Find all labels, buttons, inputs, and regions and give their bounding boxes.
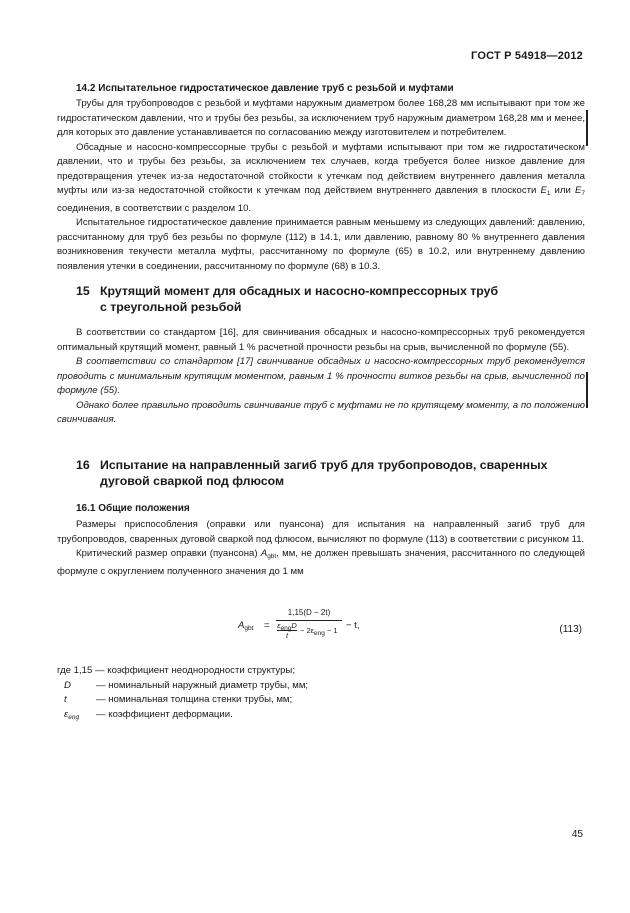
section-16-body — [57, 518, 585, 579]
legend-item: t — номинальная толщина стенки трубы, мм; — [64, 694, 293, 705]
paragraph: В соответствии со стандартом [17] свинчивание обсадных и насосно-компрессорных труб рекомендуется проводить с минимальным крутящим моментом, равным 1 % прочности витков резьбы на срыв, вычисленной по формуле (55). — [57, 356, 585, 396]
section-14-2-body — [57, 97, 585, 274]
section-15-title: 15 Крутящий момент для обсадных и насосно-компрессорных труб с треугольной резьбой — [76, 284, 499, 314]
formula-113: $A_{gbt}$ = 1,15(D − 2t) $\varepsilon_{eng}D$ t − $2\varepsilon_{eng} - 1$ − t, — [238, 608, 360, 640]
change-bar — [586, 372, 588, 408]
legend-item: $\varepsilon_{eng}$ — коэффициент деформации. — [64, 708, 233, 721]
legend-item: D — номинальный наружный диаметр трубы, мм; — [64, 679, 309, 691]
change-bar — [586, 110, 588, 146]
paragraph: Размеры приспособления (оправки или пуансона) для испытания на направленный загиб труб для трубопроводов, сваренных дуговой сваркой под флюсом, вычисляют по формуле (113) в соответствии с рисунком 11. — [57, 519, 585, 545]
paragraph: Критический размер оправки (пуансона) $A_{gbt}$, мм, не должен превышать значения, рассчитанного по следующей формуле с округлением полученного значения до 1 мм — [57, 548, 585, 577]
paragraph: Испытательное гидростатическое давление принимается равным меньшему из следующих давлений: давлению, рассчитанному для труб без резьбы по формуле (112) в 14.1, или давлению, равному 80 % внутреннего давления возникновения текучести металла муфты, рассчитанному по формуле (65) в 10.2, или внутреннему давлению появления утечки в соединении, рассчитанному по формуле (68) в 10.3. — [57, 217, 585, 272]
document-header: ГОСТ Р 54918—2012 — [471, 50, 583, 62]
paragraph: Обсадные и насосно-компрессорные трубы с резьбой и муфтами испытывают при том же гидростатическом давлении, что и трубы без резьбы, за исключением тех случаев, когда требуется более низкое давление для предотвращения утечек из-за недостаточной стойкости к утечкам под действием внутреннего давления металла муфты или из-за недостаточной стойкости к утечкам под действием внутреннего давления в плоскости $E_1$ или $E_7$ соединения, в соответствии с разделом 10. — [57, 141, 585, 214]
paragraph: Трубы для трубопроводов с резьбой и муфтами наружным диаметром более 168,28 мм испытывают при том же гидростатическом давлении, что и трубы без резьбы, за исключением труб наружным диаметром 168,28 мм и менее, для которых это давление устанавливается по согласованию между изготовителем и потребителем. — [57, 98, 585, 138]
section-15-body — [57, 326, 585, 428]
paragraph: Однако более правильно проводить свинчивание труб с муфтами не по крутящему моменту, а по положению свинчивания. — [57, 399, 585, 425]
formula-legend — [57, 664, 308, 725]
paragraph: В соответствии со стандартом [16], для свинчивания обсадных и насосно-компрессорных труб рекомендуется оптимальный крутящий момент, равный 1 % расчетной прочности резьбы на срыв, вычисленной по формуле (55). — [57, 327, 585, 353]
page-number: 45 — [571, 829, 583, 840]
section-14-2-title: 14.2 Испытательное гидростатическое давление труб с резьбой и муфтами — [76, 83, 454, 94]
section-16-1-title: 16.1 Общие положения — [76, 503, 190, 514]
section-16-title: 16 Испытание на направленный загиб труб для трубопроводов, сваренных дуговой сваркой под флюсом — [76, 458, 548, 488]
legend-intro: где 1,15 — коэффициент неоднородности структуры; — [57, 665, 295, 676]
equation-number: (113) — [559, 624, 582, 635]
